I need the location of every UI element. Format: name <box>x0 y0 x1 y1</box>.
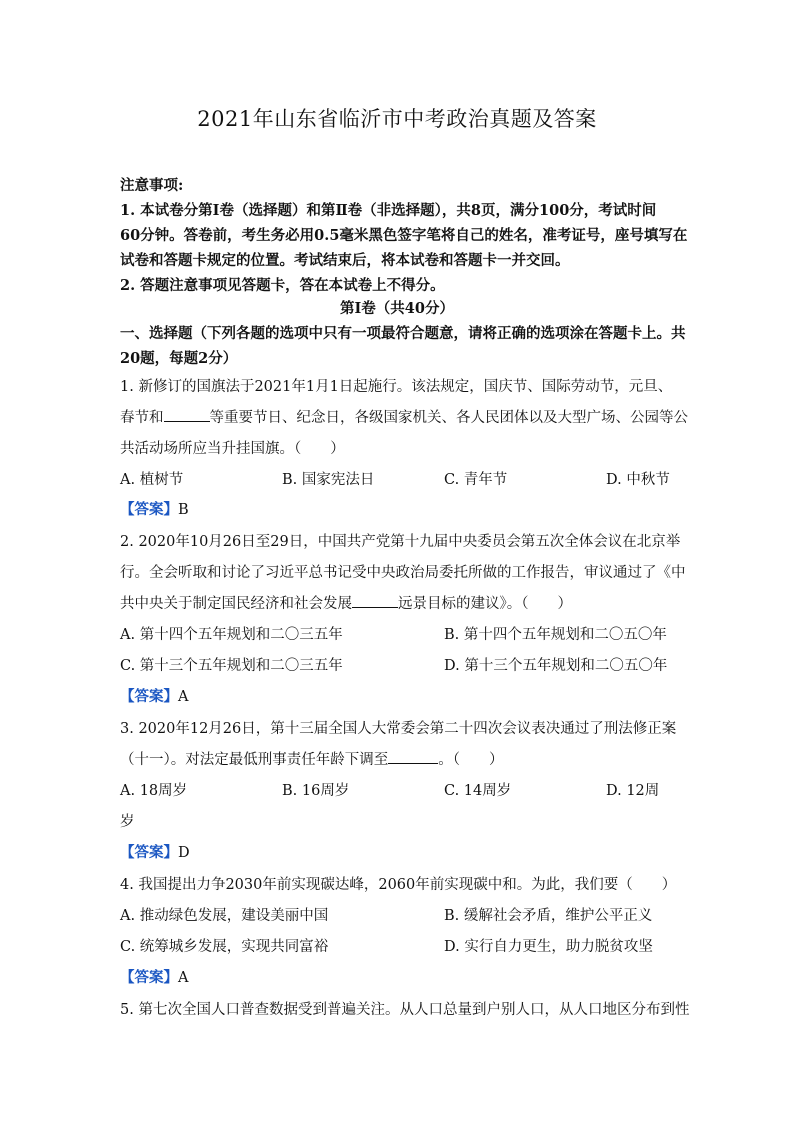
notice-line: 1. 本试卷分第Ⅰ卷（选择题）和第Ⅱ卷（非选择题），共8页，满分100分，考试时间 <box>120 202 657 219</box>
question-2-line: 行。全会听取和讨论了习近平总书记受中央政治局委托所做的工作报告，审议通过了《中 <box>120 565 686 581</box>
question-1-line: 共活动场所应当升挂国旗。（ ） <box>120 441 345 457</box>
section-intro: 一、选择题（下列各题的选项中只有一项最符合题意，请将正确的选项涂在答题卡上。共 <box>120 325 686 342</box>
question-1-line <box>120 406 688 427</box>
answer-blank <box>352 593 398 608</box>
page-title: 2021年山东省临沂市中考政治真题及答案 <box>197 107 597 131</box>
answer-value: A <box>178 970 189 986</box>
answer-value: D <box>178 845 190 861</box>
question-3-line: 3. 2020年12月26日，第十三届全国人大常委会第二十四次会议表决通过了刑法修正案 <box>120 721 677 737</box>
notice-line: 试卷和答题卡规定的位置。考试结束后，将本试卷和答题卡一并交回。 <box>120 252 570 269</box>
question-3-text: 。（ ） <box>438 752 504 768</box>
question-4-line: 4. 我国提出力争2030年前实现碳达峰，2060年前实现碳中和。为此，我们要（ ） <box>120 877 677 893</box>
question-5-line: 5. 第七次全国人口普查数据受到普遍关注。从人口总量到户别人口，从人口地区分布到性 <box>120 1002 690 1018</box>
option-d: D. 实行自力更生，助力脱贫攻坚 <box>444 939 653 955</box>
option-d: D. 12周 <box>606 783 660 799</box>
option-a: A. 18周岁 <box>120 783 188 799</box>
option-c: C. 青年节 <box>444 472 508 488</box>
option-c: C. 第十三个五年规划和二〇三五年 <box>120 658 343 674</box>
option-a: A. 第十四个五年规划和二〇三五年 <box>120 627 343 643</box>
answer-label: 【答案】 <box>120 844 178 861</box>
answer-line <box>120 966 188 987</box>
answer-value: B <box>178 502 189 518</box>
answer-blank <box>388 749 438 764</box>
option-a: A. 植树节 <box>120 472 184 488</box>
option-b: B. 第十四个五年规划和二〇五〇年 <box>444 627 667 643</box>
question-2-text: 共中央关于制定国民经济和社会发展 <box>120 596 352 612</box>
question-1-text: 春节和 <box>120 410 164 426</box>
question-2-text: 远景目标的建议》。（ ） <box>398 596 572 612</box>
question-1-line: 1. 新修订的国旗法于2021年1月1日起施行。该法规定，国庆节、国际劳动节，元旦、 <box>120 379 673 395</box>
option-b: B. 缓解社会矛盾，维护公平正义 <box>444 908 653 924</box>
option-d: D. 中秋节 <box>606 472 670 488</box>
option-d: D. 第十三个五年规划和二〇五〇年 <box>444 658 668 674</box>
question-3-line <box>120 748 504 769</box>
answer-line <box>120 685 188 706</box>
question-2-line <box>120 592 572 613</box>
question-1-text: 等重要节日、纪念日，各级国家机关、各人民团体以及大型广场、公园等公 <box>209 410 688 426</box>
question-2-line: 2. 2020年10月26日至29日，中国共产党第十九届中央委员会第五次全体会议在北京举 <box>120 534 681 550</box>
answer-label: 【答案】 <box>120 688 178 705</box>
option-b: B. 16周岁 <box>282 783 350 799</box>
option-wrap: 岁 <box>120 814 135 830</box>
option-a: A. 推动绿色发展，建设美丽中国 <box>120 908 329 924</box>
section-intro: 20题，每题2分） <box>120 350 238 367</box>
question-3-text: （十一）。对法定最低刑事责任年龄下调至 <box>120 752 389 768</box>
answer-blank <box>164 407 210 422</box>
answer-line <box>120 841 190 862</box>
answer-label: 【答案】 <box>120 969 178 986</box>
notice-line: 2. 答题注意事项见答题卡，答在本试卷上不得分。 <box>120 277 445 294</box>
answer-line <box>120 498 189 519</box>
option-b: B. 国家宪法日 <box>282 472 375 488</box>
answer-label: 【答案】 <box>120 501 178 518</box>
notice-heading: 注意事项: <box>120 177 184 194</box>
option-c: C. 统筹城乡发展，实现共同富裕 <box>120 939 329 955</box>
answer-value: A <box>178 689 189 705</box>
notice-line: 60分钟。答卷前，考生务必用0.5毫米黑色签字笔将自己的姓名，准考证号，座号填写在 <box>120 227 688 244</box>
option-c: C. 14周岁 <box>444 783 512 799</box>
section-title: 第Ⅰ卷（共40分） <box>340 300 454 317</box>
